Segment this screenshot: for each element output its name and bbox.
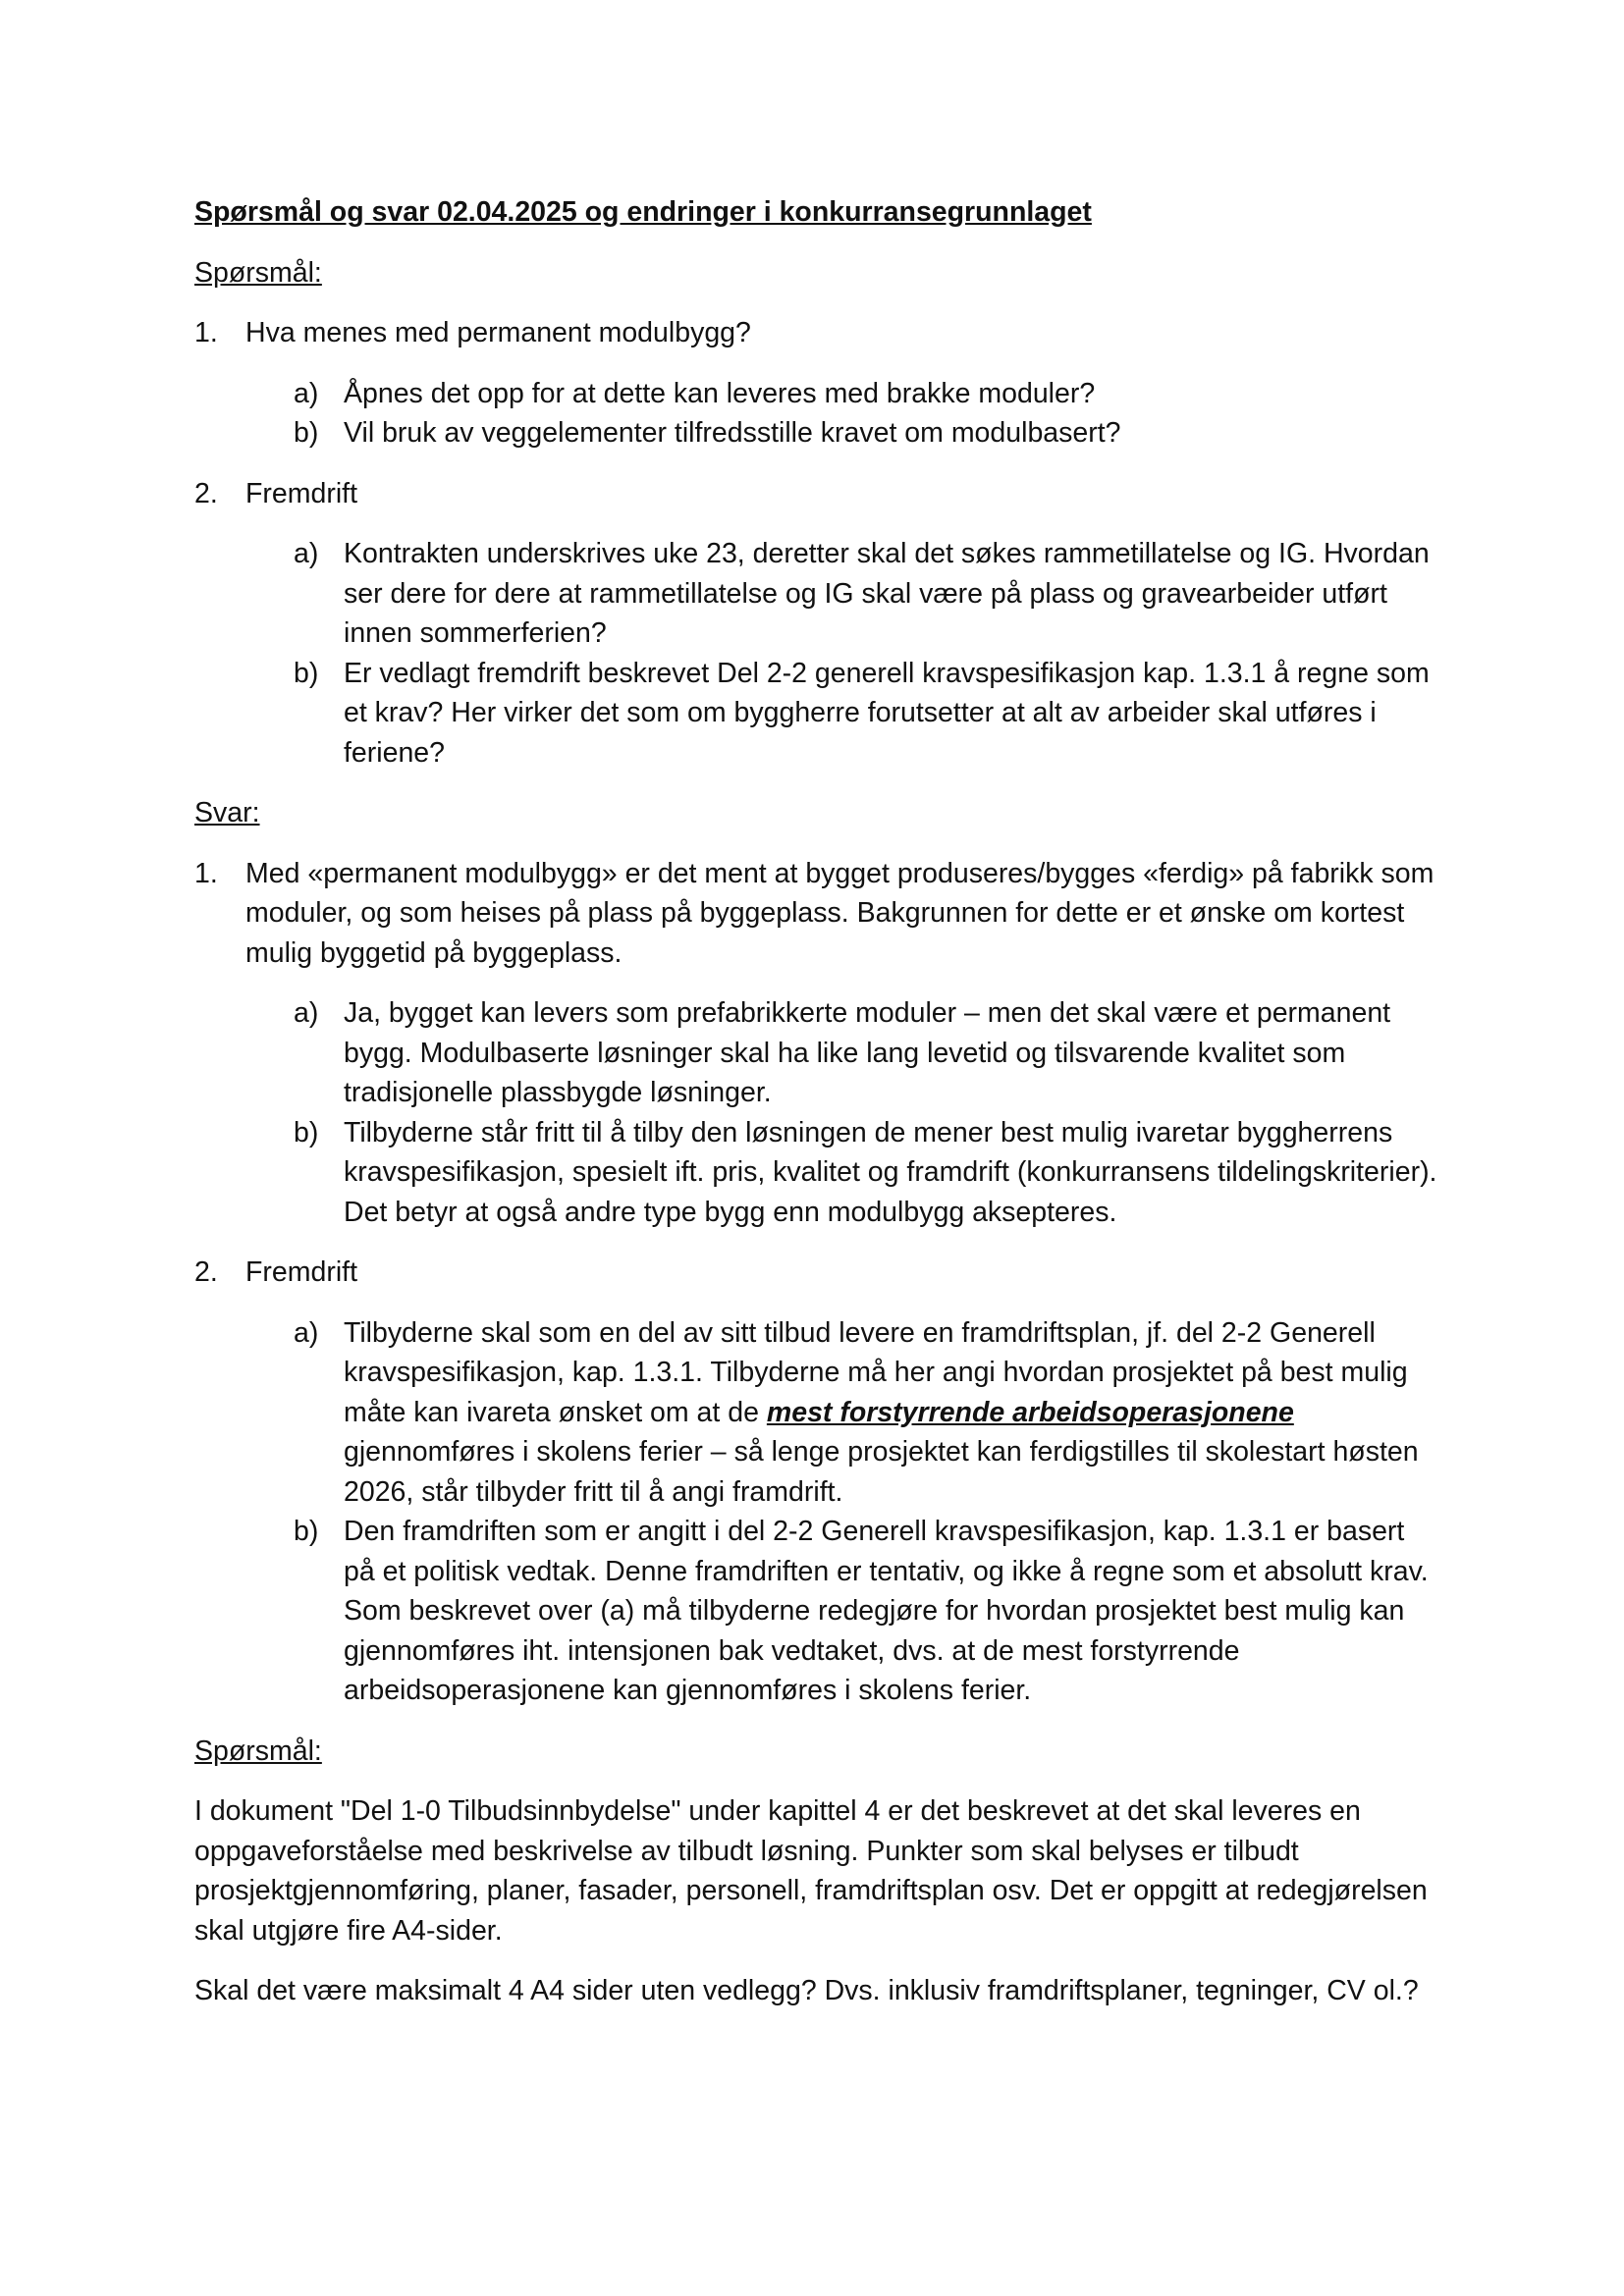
answer-2a xyxy=(194,1313,1441,1513)
question-1b xyxy=(194,413,1441,454)
questions-heading: Spørsmål: xyxy=(194,256,322,289)
question-2 xyxy=(194,474,1441,514)
answer-2a-text-after: gjennomføres i skolens ferier – så lenge prosjektet kan ferdigstilles til skolestart høsten 2026, står tilbyder fritt til å angi framdrift. xyxy=(344,1436,1419,1508)
question-2-number: 2. xyxy=(194,477,218,509)
answer-2-number: 2. xyxy=(194,1256,218,1288)
answer-1 xyxy=(194,854,1441,974)
answer-1a-text: Ja, bygget kan levers som prefabrikkerte moduler – men det skal være et permanent bygg. Modulbaserte løsninger skal ha like lang levetid og tilsvarende kvalitet som tradisjonelle plassbygde løsninger. xyxy=(344,997,1391,1108)
answer-1b xyxy=(194,1113,1441,1233)
answer-2a-emphasis: mest forstyrrende arbeidsoperasjonene xyxy=(766,1396,1294,1428)
question-1a-letter: a) xyxy=(294,377,319,409)
answer-1b-text: Tilbyderne står fritt til å tilby den løsningen de mener best mulig ivaretar byggherrens kravspesifikasjon, spesielt ift. pris, kvalitet og framdrift (konkurransens tildelingskriterier). Det betyr at også andre type bygg enn modulbygg aksepteres. xyxy=(344,1116,1437,1228)
question-1-number: 1. xyxy=(194,317,218,348)
answer-2b-text: Den framdriften som er angitt i del 2-2 Generell kravspesifikasjon, kap. 1.3.1 er basert på et politisk vedtak. Denne framdriften er tentativ, og ikke å regne som et absolutt krav. Som beskrevet over (a) må tilbyderne redegjøre for hvordan prosjektet best mulig kan gjennomføres iht. intensjonen bak vedtaket, dvs. at de mest forstyrrende arbeidsoperasjonene kan gjennomføres i skolens ferier. xyxy=(344,1516,1429,1706)
question-paragraph-2: Skal det være maksimalt 4 A4 sider uten vedlegg? Dvs. inklusiv framdriftsplaner, tegninger, CV ol.? xyxy=(194,1975,1419,2006)
question-2b-text: Er vedlagt fremdrift beskrevet Del 2-2 generell kravspesifikasjon kap. 1.3.1 å regne som et krav? Her virker det som om byggherre forutsetter at alt av arbeider skal utføres i feriene? xyxy=(344,657,1430,769)
answer-1a-letter: a) xyxy=(294,997,319,1029)
answer-2a-text-before: Tilbyderne skal som en del av sitt tilbud levere en framdriftsplan, jf. del 2-2 Generell kravspesifikasjon, kap. 1.3.1. Tilbyderne må her angi hvordan prosjektet på best mulig måte kan ivareta ønsket om at de xyxy=(344,1316,1408,1428)
questions-heading-2: Spørsmål: xyxy=(194,1735,322,1767)
question-1-text: Hva menes med permanent modulbygg? xyxy=(245,317,751,348)
question-1-subitems xyxy=(194,374,1441,454)
answer-2-text: Fremdrift xyxy=(245,1256,357,1288)
question-2b xyxy=(194,654,1441,774)
question-2b-letter: b) xyxy=(294,657,319,689)
answer-1-subitems xyxy=(194,993,1441,1232)
question-2a xyxy=(194,534,1441,654)
question-2-text: Fremdrift xyxy=(245,477,357,509)
question-2a-text: Kontrakten underskrives uke 23, deretter skal det søkes rammetillatelse og IG. Hvordan ser dere for dere at rammetillatelse og IG skal være på plass og gravearbeider utført innen sommerferien? xyxy=(344,538,1430,649)
question-1a-text: Åpnes det opp for at dette kan leveres med brakke moduler? xyxy=(344,377,1096,409)
document-title: Spørsmål og svar 02.04.2025 og endringer i konkurransegrunnlaget xyxy=(194,196,1092,228)
answer-1a xyxy=(194,993,1441,1113)
answer-2b xyxy=(194,1512,1441,1711)
answer-1-text: Med «permanent modulbygg» er det ment at bygget produseres/bygges «ferdig» på fabrikk som moduler, og som heises på plass på byggeplass. Bakgrunnen for dette er et ønske om kortest mulig byggetid på byggeplass. xyxy=(245,857,1435,969)
answer-2a-letter: a) xyxy=(294,1316,319,1349)
question-paragraph-1: I dokument "Del 1-0 Tilbudsinnbydelse" under kapittel 4 er det beskrevet at det skal leveres en oppgaveforståelse med beskrivelse av tilbudt løsning. Punkter som skal belyses er tilbudt prosjektgjennomføring, planer, fasader, personell, framdriftsplan osv. Det er oppgitt at redegjørelsen skal utgjøre fire A4-sider. xyxy=(194,1795,1428,1947)
question-1b-letter: b) xyxy=(294,417,319,449)
question-1a xyxy=(194,374,1441,414)
document-page xyxy=(194,192,1441,2032)
answers-heading: Svar: xyxy=(194,797,260,828)
question-2-subitems xyxy=(194,534,1441,773)
question-2a-letter: a) xyxy=(294,538,319,569)
question-1b-text: Vil bruk av veggelementer tilfredsstille kravet om modulbasert? xyxy=(344,417,1121,449)
answer-2b-letter: b) xyxy=(294,1516,319,1547)
answer-2-subitems xyxy=(194,1313,1441,1711)
answer-1b-letter: b) xyxy=(294,1116,319,1148)
answer-2 xyxy=(194,1253,1441,1293)
question-1 xyxy=(194,313,1441,353)
answer-1-number: 1. xyxy=(194,857,218,889)
